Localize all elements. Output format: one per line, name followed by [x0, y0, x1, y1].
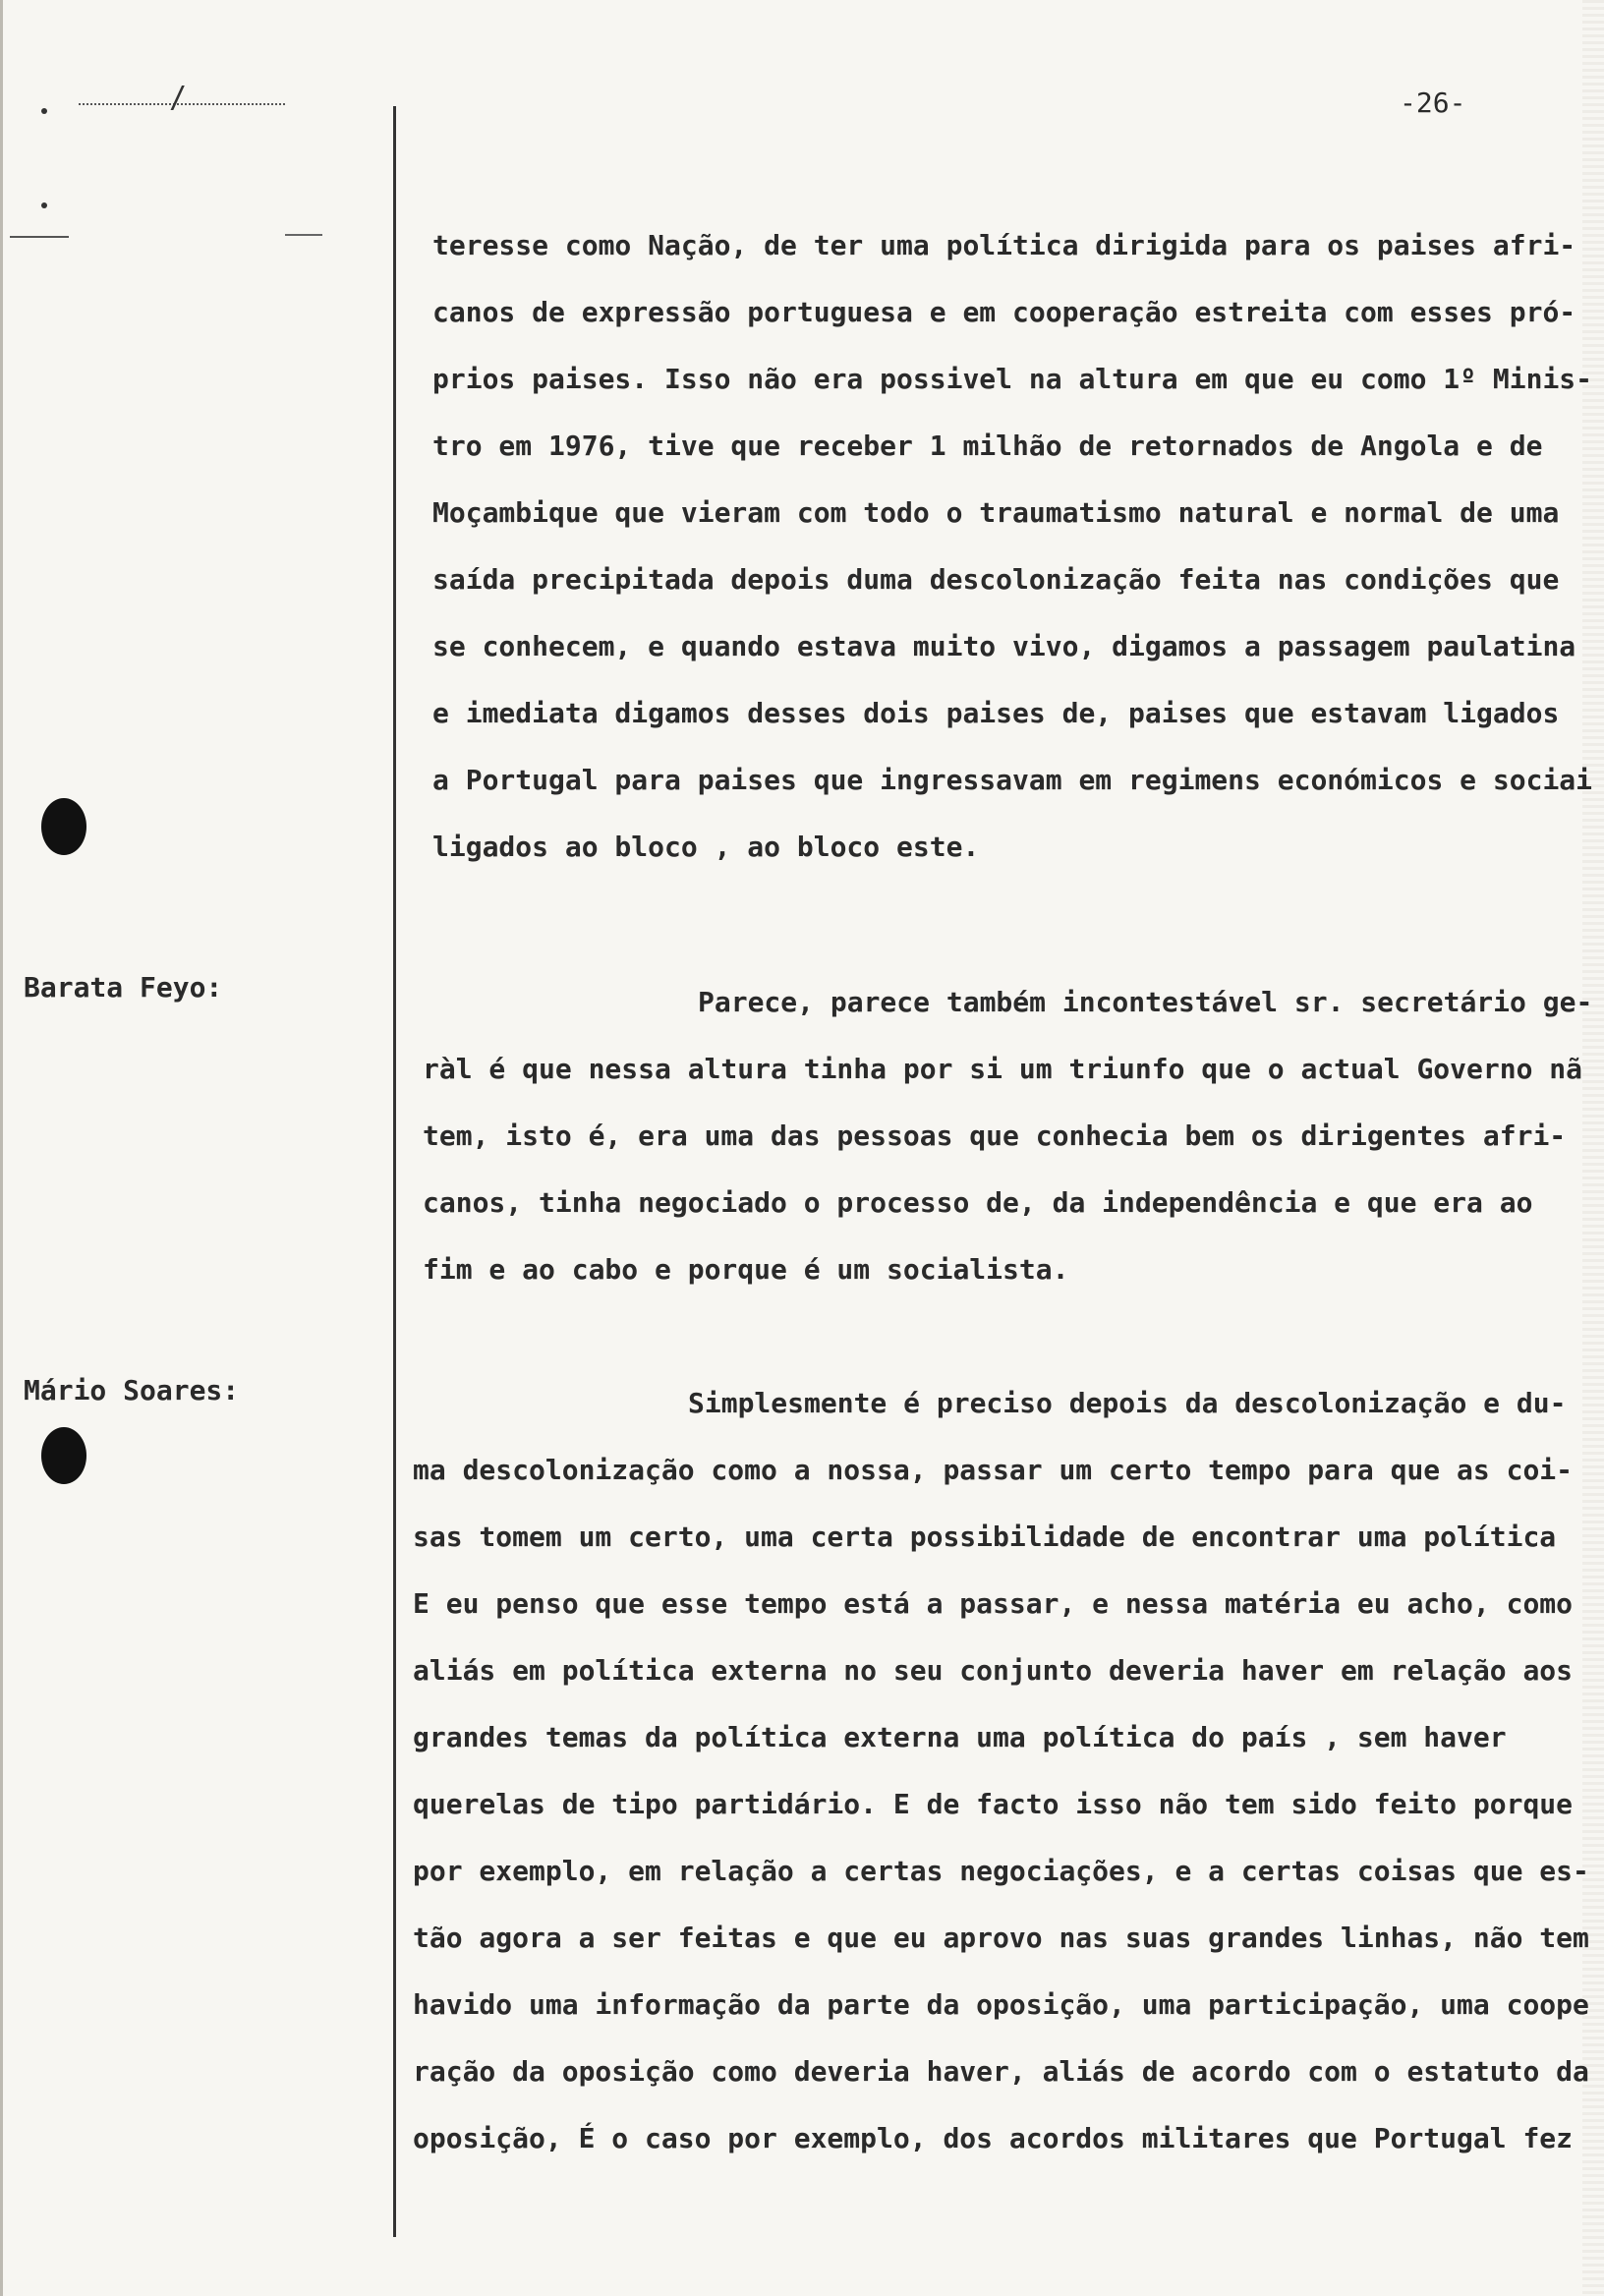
- text-line: por exemplo, em relação a certas negociações, e a certas coisas que es-: [413, 1855, 1589, 1887]
- text-line: se conhecem, e quando estava muito vivo, digamos a passagem paulatina: [432, 630, 1576, 662]
- text-line: aliás em política externa no seu conjunto deveria haver em relação aos: [413, 1654, 1574, 1687]
- text-line: tro em 1976, tive que receber 1 milhão de retornados de Angola e de: [432, 430, 1543, 462]
- text-line: canos, tinha negociado o processo de, da independência e que era ao: [423, 1186, 1533, 1219]
- punch-hole-icon: [41, 1427, 86, 1484]
- text-line: Simplesmente é preciso depois da descolonização e du-: [688, 1387, 1567, 1419]
- margin-tick-line: [10, 236, 69, 238]
- speaker-label-mario-soares: Mário Soares:: [24, 1374, 240, 1406]
- text-line: querelas de tipo partidário. E de facto isso não tem sido feito porque: [413, 1788, 1574, 1820]
- text-line: E eu penso que esse tempo está a passar, e nessa matéria eu acho, como: [413, 1587, 1574, 1620]
- text-line: ràl é que nessa altura tinha por si um triunfo que o actual Governo nã: [423, 1053, 1583, 1085]
- text-line: tão agora a ser feitas e que eu aprovo nas suas grandes linhas, não tem: [413, 1922, 1589, 1954]
- text-line: Moçambique que vieram com todo o traumatismo natural e normal de uma: [432, 496, 1560, 529]
- text-line: teresse como Nação, de ter uma política dirigida para os paises afri-: [432, 229, 1576, 261]
- text-line: a Portugal para paises que ingressavam em regimens económicos e sociai: [432, 764, 1593, 796]
- text-line: grandes temas da política externa uma política do país , sem haver: [413, 1721, 1507, 1753]
- paragraph-2: [423, 969, 1604, 1303]
- text-line: tem, isto é, era uma das pessoas que conhecia bem os dirigentes afri-: [423, 1119, 1567, 1152]
- text-line: ma descolonização como a nossa, passar um certo tempo para que as coi-: [413, 1454, 1574, 1486]
- text-line: canos de expressão portuguesa e em cooperação estreita com esses pró-: [432, 296, 1576, 328]
- text-line: havido uma informação da parte da oposição, uma participação, uma coope: [413, 1988, 1589, 2021]
- margin-dot: [41, 202, 47, 208]
- speaker-label-barata-feyo: Barata Feyo:: [24, 971, 223, 1004]
- page-left-edge: [0, 0, 3, 2296]
- text-line: oposição, É o caso por exemplo, dos acordos militares que Portugal fez: [413, 2122, 1574, 2154]
- margin-dot: [41, 108, 47, 114]
- text-line: ração da oposição como deveria haver, aliás de acordo com o estatuto da: [413, 2055, 1589, 2088]
- margin-tick-line-2: [285, 234, 322, 236]
- text-line: saída precipitada depois duma descolonização feita nas condições que: [432, 563, 1560, 596]
- page-number: -26-: [1400, 86, 1466, 119]
- text-line: e imediata digamos desses dois paises de, paises que estavam ligados: [432, 697, 1560, 729]
- text-line: Parece, parece também incontestável sr. secretário ge-: [698, 986, 1593, 1018]
- punch-hole-icon: [41, 798, 86, 855]
- margin-rule-line: [393, 106, 396, 2237]
- ledger-slash-mark: /: [169, 81, 188, 115]
- text-line: fim e ao cabo e porque é um socialista.: [423, 1253, 1069, 1286]
- paragraph-3: [413, 1370, 1600, 2172]
- text-line: prios paises. Isso não era possivel na altura em que eu como 1º Minis-: [432, 363, 1593, 395]
- paragraph-1: [432, 212, 1604, 881]
- text-line: ligados ao bloco , ao bloco este.: [432, 831, 980, 863]
- text-line: sas tomem um certo, uma certa possibilidade de encontrar uma política: [413, 1521, 1557, 1553]
